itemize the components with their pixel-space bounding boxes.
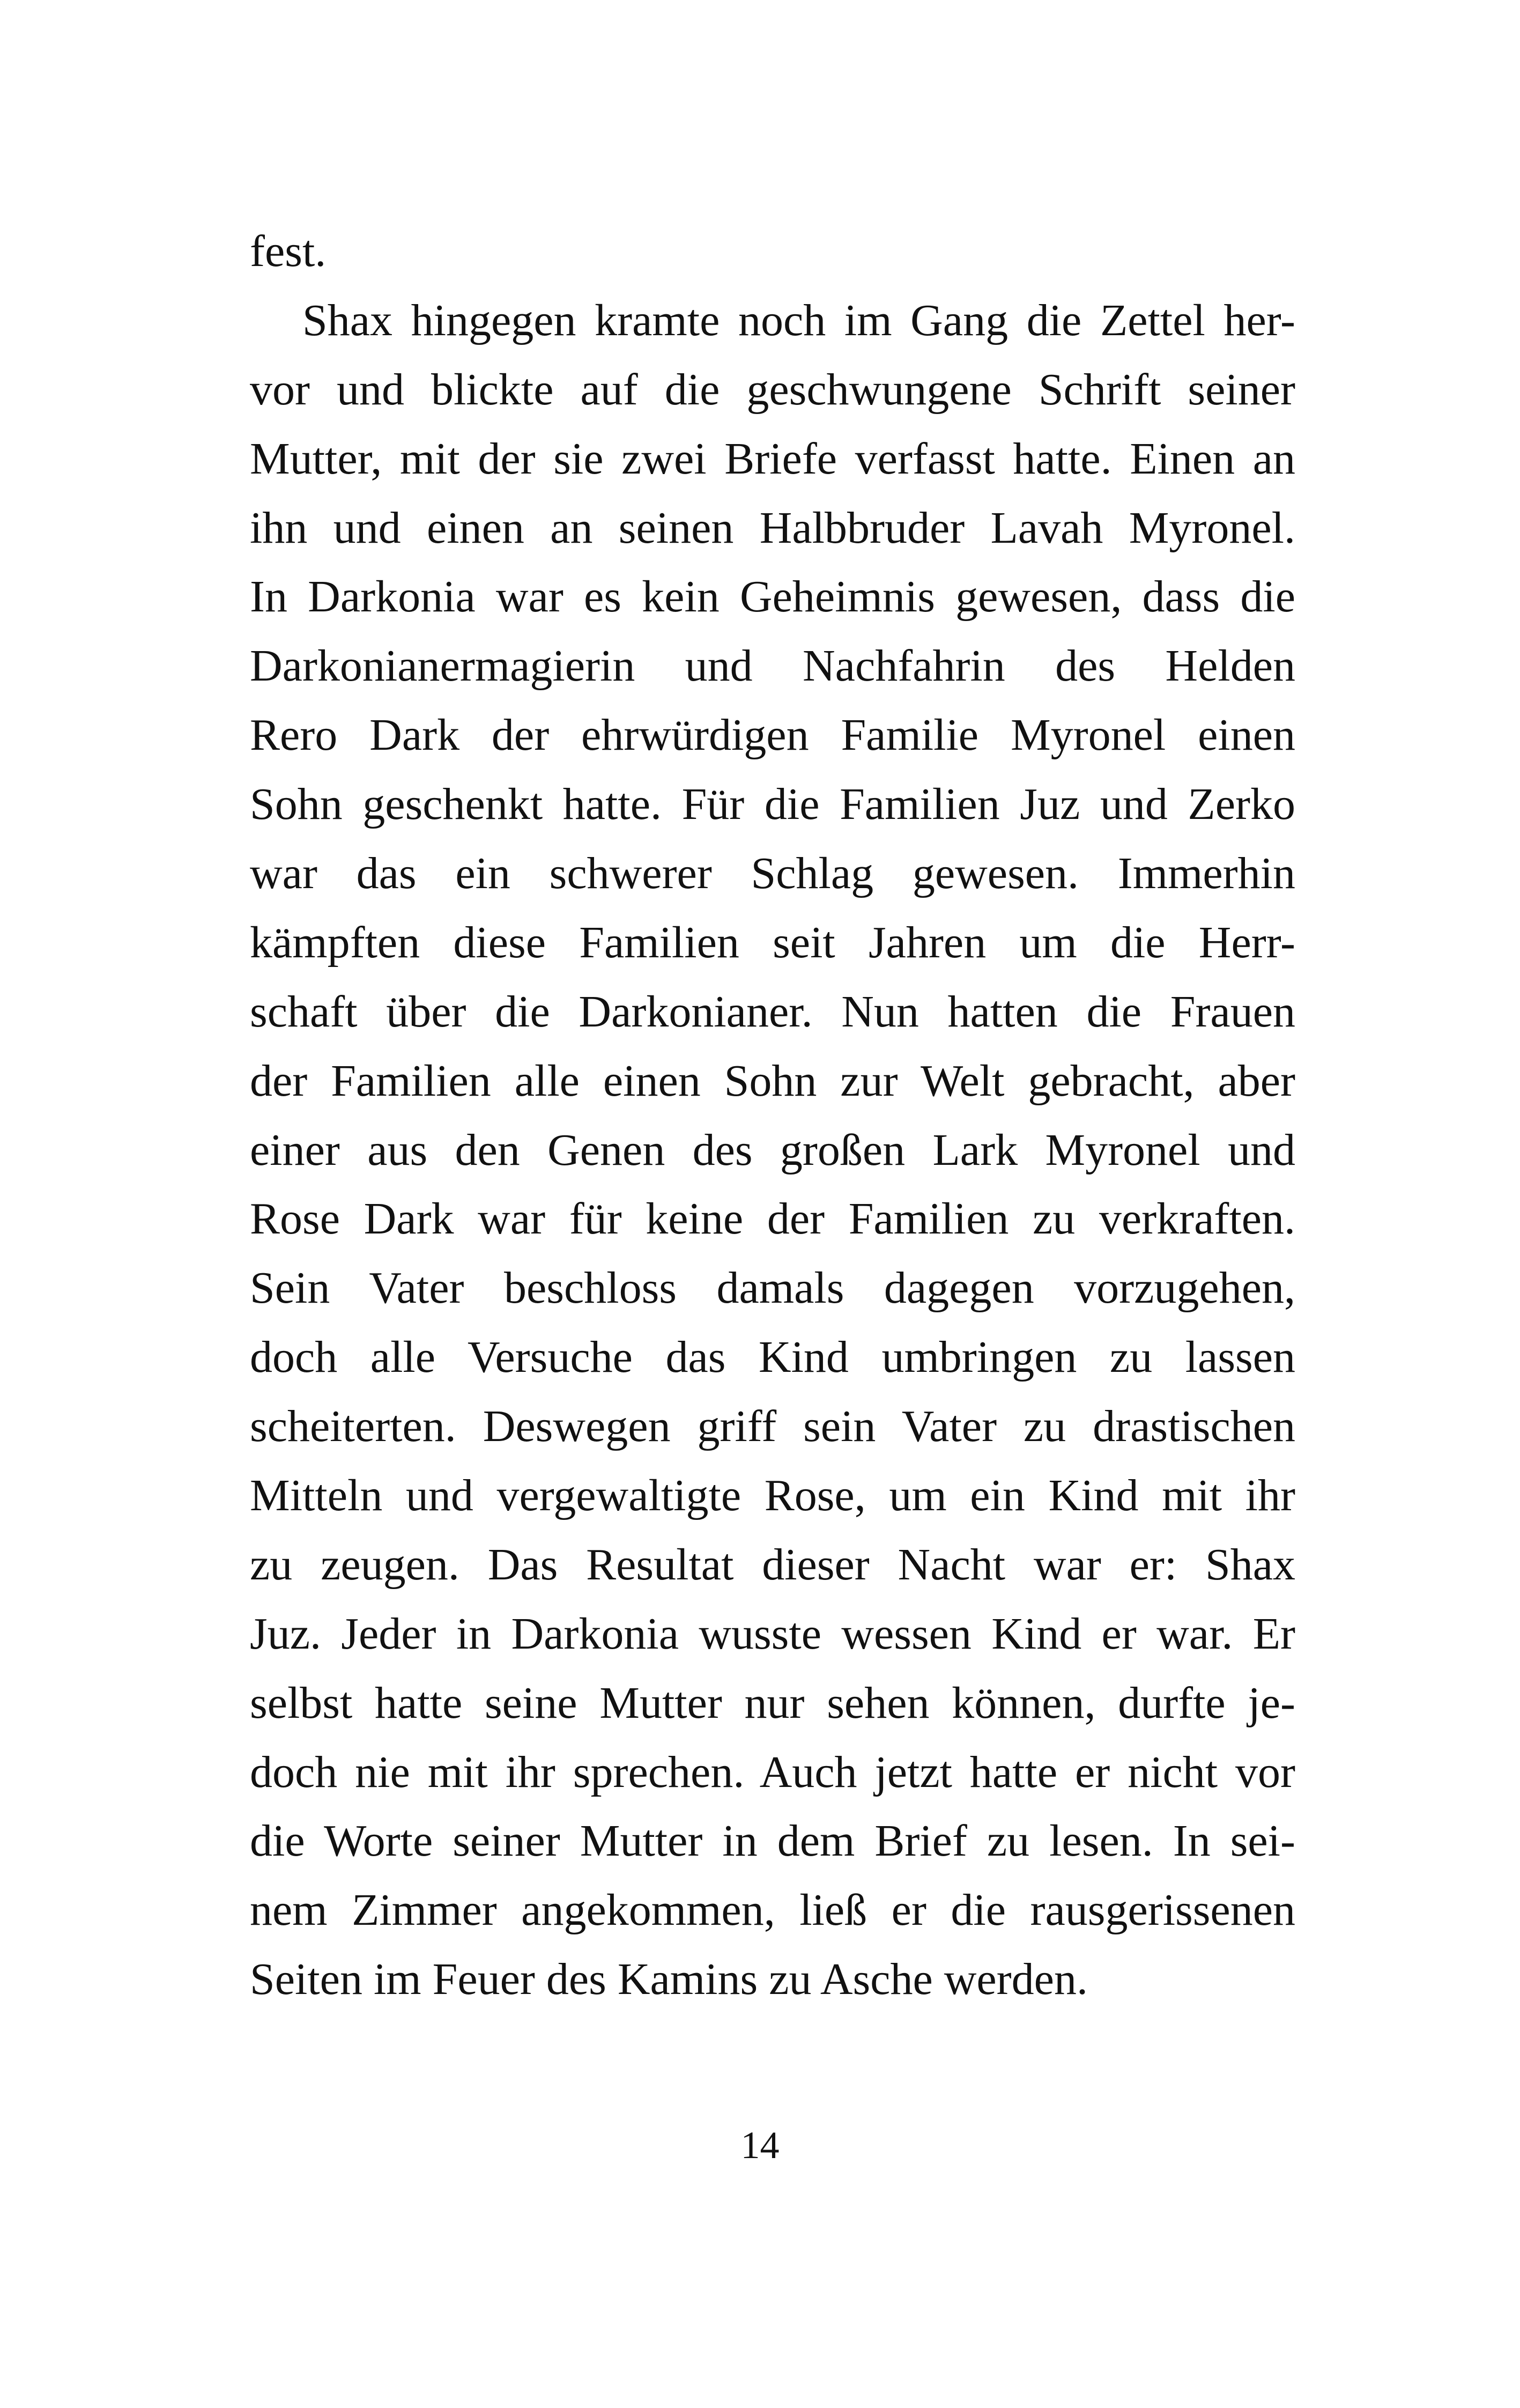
text-line: die Worte seiner Mutter in dem Brief zu lesen. In sei- (250, 1816, 1295, 1866)
text-line: Darkonianermagierin und Nachfahrin des Helden (250, 641, 1295, 691)
text-line: selbst hatte seine Mutter nur sehen können, durfte je- (250, 1678, 1295, 1728)
text-line: doch alle Versuche das Kind umbringen zu lassen (250, 1332, 1295, 1383)
text-line: einer aus den Genen des großen Lark Myronel und (250, 1125, 1295, 1175)
page-number: 14 (740, 2124, 780, 2167)
text-line: doch nie mit ihr sprechen. Auch jetzt hatte er nicht vor (250, 1747, 1295, 1797)
text-line: fest. (250, 226, 327, 276)
text-line: Sohn geschenkt hatte. Für die Familien Juz und Zerko (250, 779, 1295, 830)
text-line: Mitteln und vergewaltigte Rose, um ein Kind mit ihr (250, 1471, 1295, 1521)
text-line: Seiten im Feuer des Kamins zu Asche werden. (250, 1954, 1088, 2005)
text-line: schaft über die Darkonianer. Nun hatten die Frauen (250, 986, 1295, 1037)
text-line: In Darkonia war es kein Geheimnis gewesen, dass die (250, 572, 1295, 622)
text-line: ihn und einen an seinen Halbbruder Lavah Myronel. (250, 503, 1295, 553)
text-line: der Familien alle einen Sohn zur Welt gebracht, aber (250, 1055, 1295, 1106)
text-line: nem Zimmer angekommen, ließ er die rausgerissenen (250, 1885, 1295, 1936)
text-line: war das ein schwerer Schlag gewesen. Immerhin (250, 848, 1295, 899)
text-line: vor und blickte auf die geschwungene Schrift seiner (250, 364, 1295, 415)
text-line: Juz. Jeder in Darkonia wusste wessen Kind er war. Er (250, 1608, 1295, 1659)
text-line: Shax hingegen kramte noch im Gang die Zettel her- (302, 295, 1295, 345)
text-line: Rose Dark war für keine der Familien zu verkraften. (250, 1194, 1295, 1244)
text-line: Sein Vater beschloss damals dagegen vorzugehen, (250, 1263, 1295, 1313)
body-text (250, 217, 1295, 2014)
text-line: Mutter, mit der sie zwei Briefe verfasst hatte. Einen an (250, 433, 1295, 484)
text-line: kämpften diese Familien seit Jahren um die Herr- (250, 917, 1295, 967)
text-line: zu zeugen. Das Resultat dieser Nacht war er: Shax (250, 1539, 1295, 1590)
text-line: scheiterten. Deswegen griff sein Vater zu drastischen (250, 1401, 1295, 1452)
text-line: Rero Dark der ehrwürdigen Familie Myronel einen (250, 710, 1295, 760)
